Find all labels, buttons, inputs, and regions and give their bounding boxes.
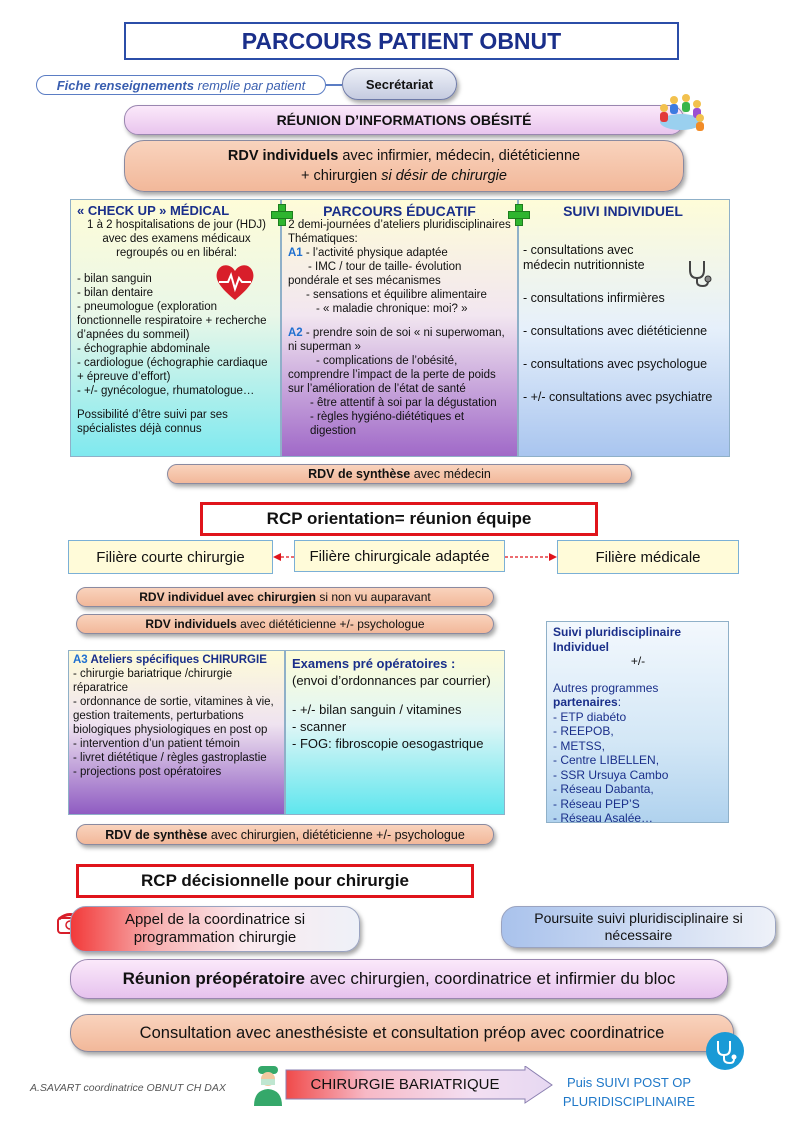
plus-icon <box>271 204 293 226</box>
fiche-renseignements: Fiche renseignements remplie par patient <box>36 75 326 95</box>
plus-icon <box>508 204 530 226</box>
rcp-orientation: RCP orientation= réunion équipe <box>200 502 598 536</box>
arrow-to-secretariat <box>326 84 342 86</box>
consultation-anesthesiste: Consultation avec anesthésiste et consultation préop avec coordinatrice <box>70 1014 734 1052</box>
rcp-decisionnelle: RCP décisionnelle pour chirurgie <box>76 864 474 898</box>
rdv-synthese-medecin: RDV de synthèse avec médecin <box>167 464 632 484</box>
reunion-preoperatoire: Réunion préopératoire avec chirurgien, coordinatrice et infirmier du bloc <box>70 959 728 999</box>
filiere-adaptee: Filière chirurgicale adaptée <box>294 540 505 572</box>
suivi-individuel-box: SUIVI INDIVIDUEL - consultations avec médecin nutritionniste - consultations infirmières - consultations avec diététicienne - consultations avec psychologue - +/- consultations avec psychiatre <box>518 199 730 457</box>
meeting-people-icon <box>656 88 706 134</box>
page-title: PARCOURS PATIENT OBNUT <box>124 22 679 60</box>
educatif-box: PARCOURS ÉDUCATIF 2 demi-journées d’ateliers pluridisciplinaires Thématiques: A1 - l’activité physique adaptée - IMC / tour de taille- évolution pondérale et ses mécanismes - sensations et équilibre alimentaire - « maladie chronique: moi? » A2 - prendre soin de soi « ni superwoman, ni superman » - complications de l’obésité, comprendre l’impact de la perte de poids sur l’amélioration de l’état de santé - être attentif à soi par la dégustation - règles hygiéno-diététiques et digestion <box>281 199 518 457</box>
puis-suivi-post-op: Puis SUIVI POST OP PLURIDISCIPLINAIRE <box>562 1075 696 1109</box>
filiere-courte: Filière courte chirurgie <box>68 540 273 574</box>
suivi-pluridisciplinaire-box: Suivi pluridisciplinaire Individuel +/- Autres programmes partenaires: - ETP diabéto - REEPOB, - METSS, - Centre LIBELLEN, - SSR Ursuya Cambo - Réseau Dabanta, - Réseau PEP’S - Réseau Asalée… <box>546 621 729 823</box>
stethoscope-icon <box>684 258 714 288</box>
surgeon-icon <box>250 1064 286 1106</box>
filiere-medicale: Filière médicale <box>557 540 739 574</box>
reunion-informations: RÉUNION D’INFORMATIONS OBÉSITÉ <box>124 105 684 135</box>
footer-author: A.SAVART coordinatrice OBNUT CH DAX <box>30 1082 226 1094</box>
dashed-arrows <box>273 548 558 566</box>
heart-monitor-icon <box>214 262 256 302</box>
checkup-box: « CHECK UP » MÉDICAL 1 à 2 hospitalisations de jour (HDJ) avec des examens médicaux regroupés ou en libéral: - bilan sanguin - bilan dentaire - pneumologue (exploration fonctionnelle respiratoire + recherche d’apnées du sommeil) - échographie abdominale - cardiologue (échographie cardiaque + épreuve d’effort) - +/- gynécologue, rhumatologue… Possibilité d’être suivi par ses spécialistes déjà connus <box>70 199 281 457</box>
rdv-individuels: RDV individuels avec infirmier, médecin, diététicienne + chirurgien si désir de chirurgie <box>124 140 684 192</box>
rdv-chirurgien: RDV individuel avec chirurgien si non vu auparavant <box>76 587 494 607</box>
poursuite-suivi: Poursuite suivi pluridisciplinaire si nécessaire <box>501 906 776 948</box>
rdv-synthese-chirurgien: RDV de synthèse avec chirurgien, diététicienne +/- psychologue <box>76 824 494 845</box>
stethoscope-badge-icon <box>706 1032 744 1070</box>
rdv-dieteticienne: RDV individuels avec diététicienne +/- psychologue <box>76 614 494 634</box>
chirurgie-bariatrique-arrow: CHIRURGIE BARIATRIQUE <box>285 1066 553 1104</box>
examens-preop-box: Examens pré opératoires : (envoi d’ordonnances par courrier) - +/- bilan sanguin / vitamines - scanner - FOG: fibroscopie oesogastrique <box>285 650 505 815</box>
appel-coordinatrice: Appel de la coordinatrice si programmation chirurgie <box>70 906 360 952</box>
a3-ateliers-box: A3 Ateliers spécifiques CHIRURGIE - chirurgie bariatrique /chirurgie réparatrice - ordonnance de sortie, vitamines à vie, gestion traitements, perturbations biologiques physiologiques en post op - intervention d’un patient témoin - livret diététique / règles gastroplastie - projections post opératoires <box>68 650 285 815</box>
secretariat: Secrétariat <box>342 68 457 100</box>
